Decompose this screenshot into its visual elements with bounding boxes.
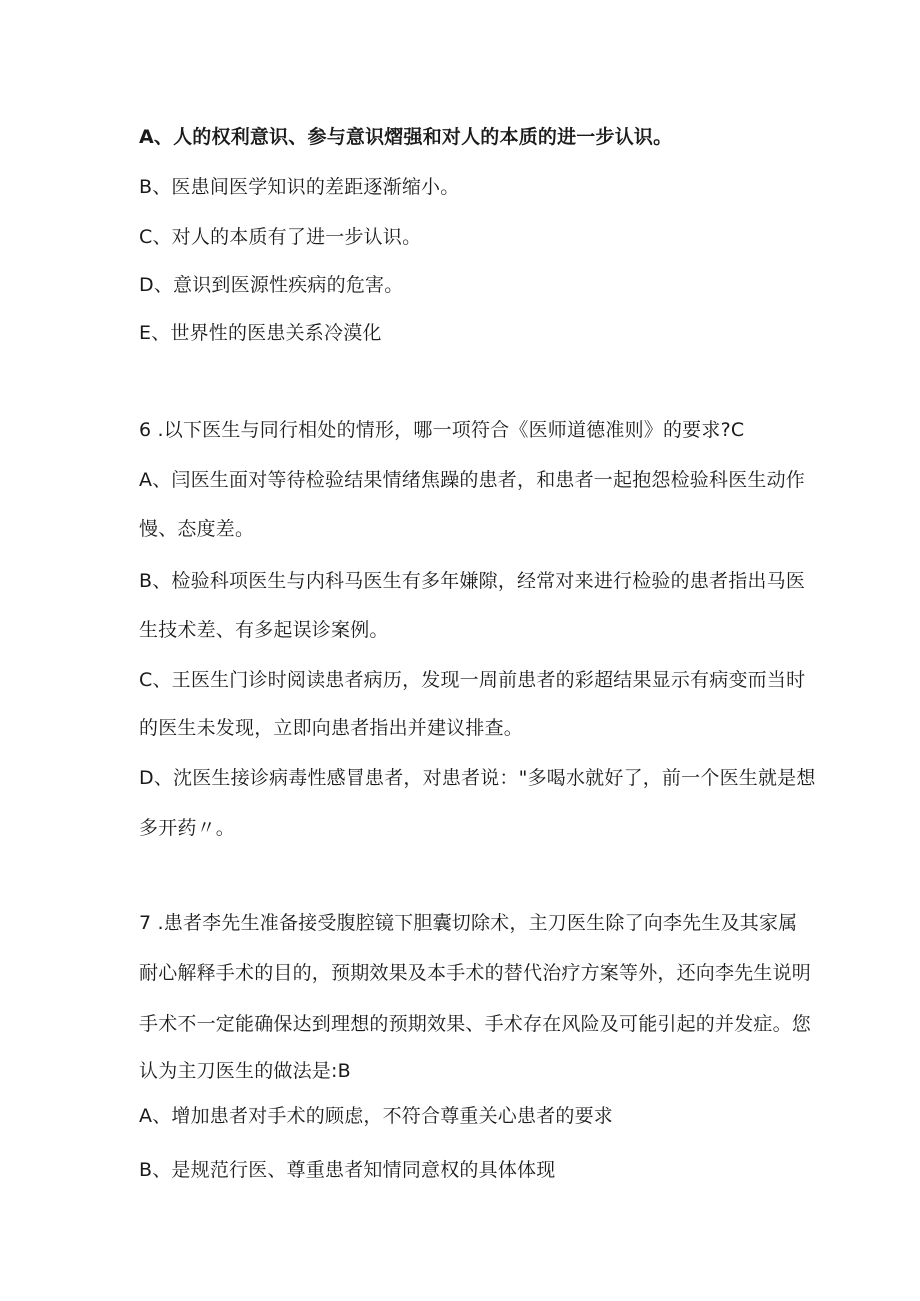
q6-option-a-line1: A、闫医生面对等待检验结果情绪焦躁的患者，和患者一起抱怨检验科医生动作 bbox=[139, 469, 805, 491]
q7-option-a: A、增加患者对手术的顾虑，不符合尊重关心患者的要求 bbox=[139, 1105, 613, 1127]
q7-stem-line2: 耐心解释手术的目的，预期效果及本手术的替代治疗方案等外，还向李先生说明 bbox=[139, 962, 812, 984]
q7-stem-line4: 认为主刀医生的做法是:B bbox=[139, 1060, 351, 1082]
q5-option-a: A、人的权利意识、参与意识熠强和对人的本质的进一步认识。 bbox=[139, 126, 673, 148]
q5-option-c: C、对人的本质有了进一步认识。 bbox=[139, 226, 422, 248]
q6-stem: 6 .以下医生与同行相处的情形，哪一项符合《医师道德准则》的要求?C bbox=[139, 419, 745, 441]
q7-option-b: B、是规范行医、尊重患者知情同意权的具体体现 bbox=[139, 1159, 556, 1181]
q6-option-d-line2: 多开药〃。 bbox=[139, 817, 236, 839]
q5-option-b: B、医患间医学知识的差距逐渐缩小。 bbox=[139, 176, 460, 198]
q6-option-a-line2: 慢、态度差。 bbox=[139, 518, 255, 540]
q6-option-b-line2: 生技术差、有多起误诊案例。 bbox=[139, 619, 389, 641]
q7-stem-line3: 手术不一定能确保达到理想的预期效果、手术存在风险及可能引起的并发症。您 bbox=[139, 1013, 812, 1035]
q6-option-c-line1: C、王医生门诊时阅读患者病历，发现一周前患者的彩超结果显示有病变而当时 bbox=[139, 669, 806, 691]
q6-option-c-line2: 的医生未发现，立即向患者指出并建议排查。 bbox=[139, 717, 524, 739]
q6-option-d-line1: D、沈医生接诊病毒性感冒患者，对患者说："多喝水就好了，前一个医生就是想 bbox=[139, 767, 816, 789]
q7-stem-line1: 7 .患者李先生准备接受腹腔镜下胆囊切除术，主刀医生除了向李先生及其家属 bbox=[139, 912, 798, 934]
q5-option-d: D、意识到医源性疾病的危害。 bbox=[139, 274, 404, 296]
q5-option-e: E、世界性的医患关系冷漠化 bbox=[139, 322, 382, 344]
q6-option-b-line1: B、检验科项医生与内科马医生有多年嫌隙，经常对来进行检验的患者指出马医 bbox=[139, 570, 806, 592]
